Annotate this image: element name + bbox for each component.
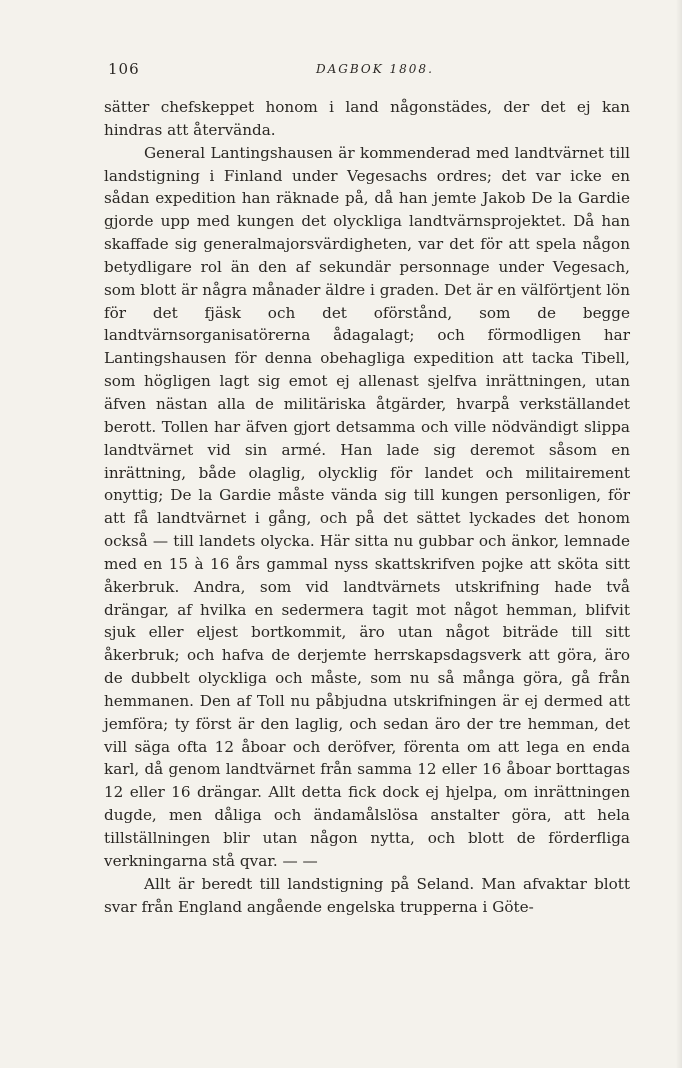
paragraph-lantingshausen: General Lantingshausen är kommenderad med landtvärnet till landstigning i Finland under Vegesachs ordres; det var icke en sådan expedition han räknade på, då han jemte Jakob De la Gardie gjorde upp med kungen det olyckliga landtvärnsprojektet. Då han skaffade sig generalmajorsvärdigheten, var det för att spela någon betydligare rol än den af sekundär personnage under Vegesach, som blott är några månader äldre i graden. Det är en välförtjent lön för det fjäsk och det oförstånd, som de begge landtvärnsorganisatörerna ådagalagt; och förmodligen har Lantingshausen för denna obehagliga expedition att tacka Tibell, som högligen lagt sig emot ej allenast sjelfva inrättningen, utan äfven nästan alla de militäriska åtgärder, hvarpå verkställandet berott. Tollen har äfven gjort detsamma och ville nödvändigt slippa landtvärnet vid sin armé. Han lade sig deremot såsom en inrättning, både olaglig, olycklig för landet och militairement onyttig; De la Gardie måste vända sig till kungen personligen, för att få landtvärnet i gång, och på det sättet lyckades det honom också — till landets olycka. Här sitta nu gubbar och änkor, lemnade med en 15 à 16 års gammal nyss skattskrifven pojke att sköta sitt åkerbruk. Andra, som vid landtvärnets utskrifning hade två drängar, af hvilka en sedermera tagit mot något hemman, blifvit sjuk eller eljest bortkommit, äro utan något biträde till sitt åkerbruk; och hafva de derjemte herrskapsdagsverk att göra, äro de dubbelt olyckliga och måste, som nu så många göra, gå från hemmanen. Den af Toll nu påbjudna utskrifningen är ej dermed att jemföra; ty först är den laglig, och sedan äro der tre hemman, det vill säga ofta 12 åboar och deröfver, förenta om att lega en enda karl, då genom landtvärnet från samma 12 eller 16 åboar borttagas 12 eller 16 drängar. Allt detta fick dock ej hjelpa, om inrättningen dugde, men dåliga och ändamålslösa anstalter göra, att hela tillställningen blir utan någon nytta, och blott de förderfliga verkningarna stå qvar. — — [104, 143, 630, 870]
page-header [108, 60, 630, 84]
running-title: DAGBOK 1808. [316, 62, 434, 76]
body-text [104, 96, 630, 918]
paragraph-seland: Allt är beredt till landstigning på Seland. Man afvaktar blott svar från England angående engelska trupperna i Göte- [104, 874, 630, 916]
page-number: 106 [108, 60, 140, 78]
paragraph-continuation: sätter chefskeppet honom i land någonstädes, der det ej kan hindras att återvända. [104, 98, 630, 139]
page-edge-shadow [676, 0, 682, 1068]
